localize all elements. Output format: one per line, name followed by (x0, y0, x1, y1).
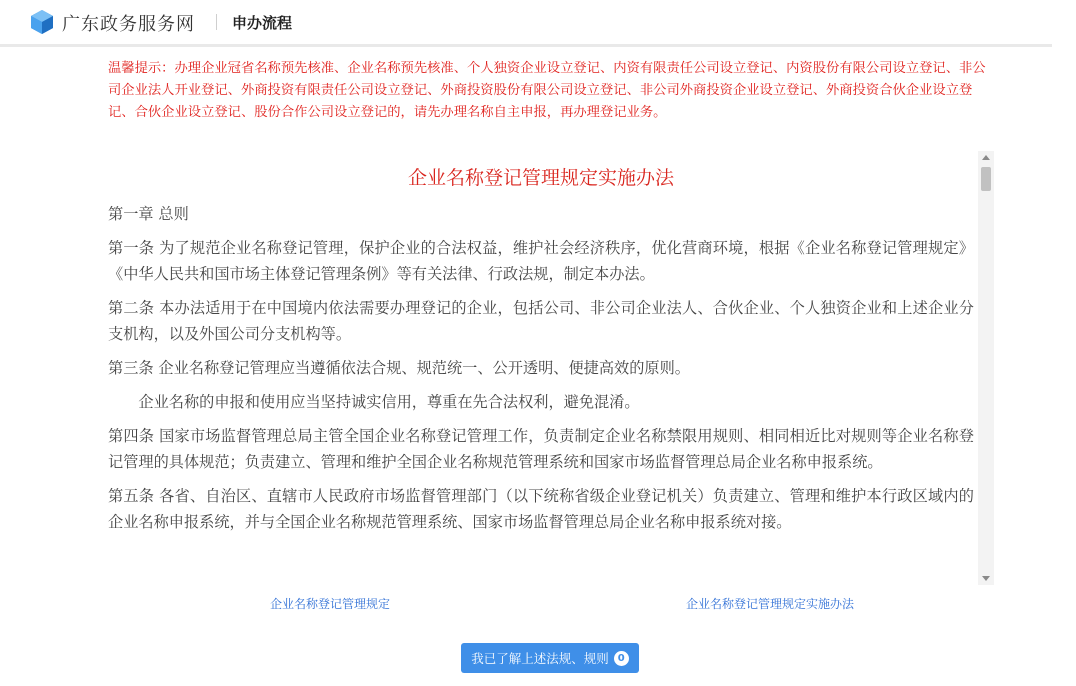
header-divider (216, 14, 217, 30)
confirm-understood-button[interactable] (461, 643, 639, 673)
document-paragraph: 第二条 本办法适用于在中国境内依法需要办理登记的企业，包括公司、非公司企业法人、合伙企业、个人独资企业和上述企业分支机构，以及外国公司分支机构等。 (108, 299, 974, 343)
scroll-up-arrow-icon[interactable] (982, 155, 990, 160)
document-paragraph: 第三条 企业名称登记管理应当遵循依法合规、规范统一、公开透明、便捷高效的原则。 (108, 359, 690, 377)
page-title: 申办流程 (232, 14, 293, 32)
gd-govservice-logo-icon[interactable] (29, 9, 55, 35)
document-paragraph: 第四条 国家市场监督管理总局主管全国企业名称登记管理工作，负责制定企业名称禁限用规则、相同相近比对规则等企业名称登记管理的具体规范；负责建立、管理和维护全国企业名称规范管理系统和国家市场监督管理总局企业名称申报系统。 (108, 427, 974, 471)
regulation-link[interactable]: 企业名称登记管理规定 (270, 597, 391, 611)
document-paragraph: 第五条 各省、自治区、直辖市人民政府市场监督管理部门（以下统称省级企业登记机关）负责建立、管理和维护本行政区域内的企业名称申报系统，并与全国企业名称规范管理系统、国家市场监督管理总局企业名称申报系统对接。 (108, 487, 974, 531)
confirm-button-label: 我已了解上述法规、规则 (471, 651, 609, 666)
header-bar (0, 0, 1052, 47)
document-paragraph: 企业名称的申报和使用应当坚持诚实信用，尊重在先合法权利，避免混淆。 (138, 393, 640, 411)
document-scrollbar[interactable] (978, 151, 994, 585)
site-title[interactable]: 广东政务服务网 (62, 14, 195, 35)
document-paragraph: 第一章 总则 (108, 205, 189, 223)
document-paragraph: 第一条 为了规范企业名称登记管理，保护企业的合法权益，维护社会经济秩序，优化营商环境，根据《企业名称登记管理规定》《中华人民共和国市场主体登记管理条例》等有关法律、行政法规，制定本办法。 (108, 239, 974, 283)
document-title: 企业名称登记管理规定实施办法 (407, 167, 674, 189)
scroll-thumb[interactable] (981, 167, 991, 191)
document-content (108, 151, 974, 543)
warm-notice: 温馨提示：办理企业冠省名称预先核准、企业名称预先核准、个人独资企业设立登记、内资有限责任公司设立登记、内资股份有限公司设立登记、非公司企业法人开业登记、外商投资有限责任公司设立登记、外商投资股份有限公司设立登记、非公司外商投资企业设立登记、外商投资合伙企业设立登记、合伙企业设立登记、股份合作公司设立登记的，请先办理名称自主申报，再办理登记业务。 (108, 61, 986, 120)
regulation-document-viewer[interactable] (108, 151, 994, 585)
scroll-down-arrow-icon[interactable] (982, 576, 990, 581)
countdown-badge: 0 (614, 651, 629, 666)
implementation-link[interactable]: 企业名称登记管理规定实施办法 (686, 597, 855, 611)
